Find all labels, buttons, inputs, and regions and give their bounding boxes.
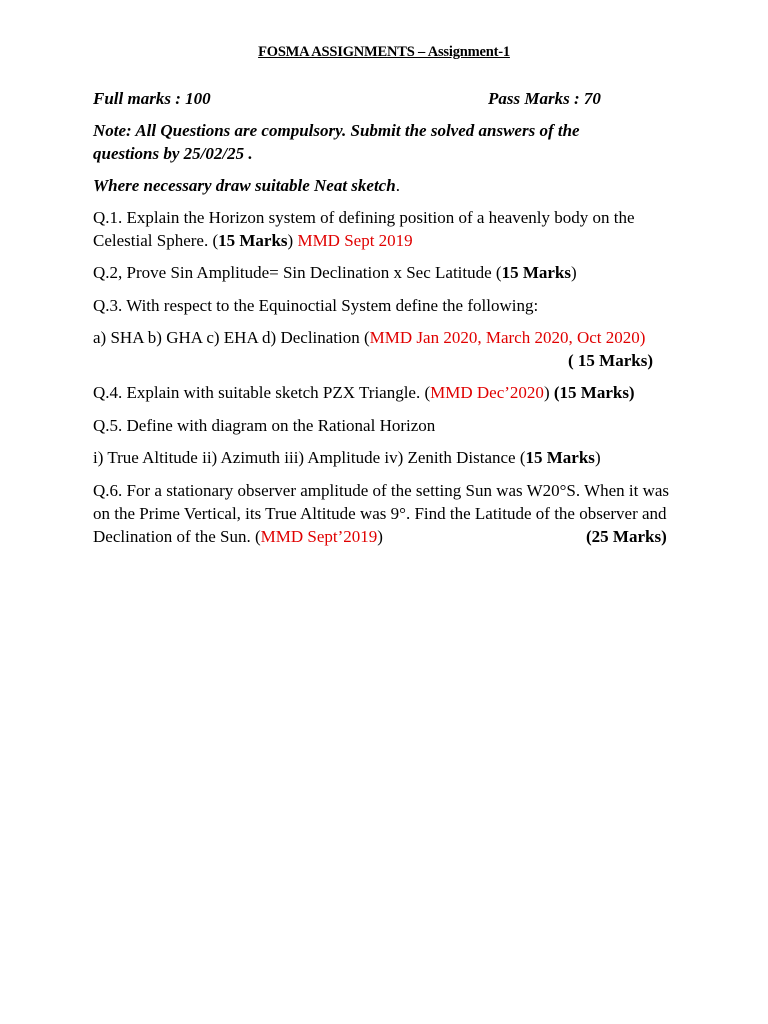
question-4-marks: (15 Marks) [553, 383, 635, 402]
question-6-marks: (25 Marks) [586, 527, 667, 546]
question-2-close: ) [571, 263, 577, 282]
question-4-close: ) [543, 383, 554, 402]
question-3-marks: ( 15 Marks) [568, 351, 653, 370]
question-5-marks: 15 Marks [525, 448, 595, 467]
question-5-parts [93, 446, 683, 469]
question-1 [93, 206, 683, 252]
question-6 [93, 479, 679, 548]
question-1-close: ) [287, 231, 298, 250]
question-2 [93, 261, 683, 284]
question-3-reference: MMD Jan 2020, March 2020, Oct 2020) [369, 328, 646, 347]
question-4-text: Q.4. Explain with suitable sketch PZX Triangle. ( [93, 383, 431, 402]
sketch-instruction-period: . [395, 176, 400, 195]
question-1-marks: 15 Marks [218, 231, 288, 250]
marks-line [93, 87, 613, 110]
instruction-note: Note: All Questions are compulsory. Submit the solved answers of the questions by 25/02/25 . [93, 121, 580, 163]
question-5-close: ) [594, 448, 601, 467]
question-6-text: Q.6. For a stationary observer amplitude of the setting Sun was W20°S. When it was on the Prime Vertical, its True Altitude was 9°. Find the Latitude of the observer and Declination of the Sun. ( [93, 481, 670, 546]
question-3: Q.3. With respect to the Equinoctial System define the following: [93, 296, 539, 315]
question-5: Q.5. Define with diagram on the Rational Horizon [93, 416, 436, 435]
full-marks: Full marks : 100 [93, 89, 211, 108]
question-6-close: ) [377, 527, 383, 546]
question-5-parts-text: i) True Altitude ii) Azimuth iii) Amplitude iv) Zenith Distance ( [93, 448, 526, 467]
question-1-reference: MMD Sept 2019 [297, 231, 413, 250]
question-1-text: Q.1. Explain the Horizon system of defining position of a heavenly body on the Celestial Sphere. ( [93, 208, 635, 250]
sketch-instruction-text: Where necessary draw suitable Neat sketch [93, 176, 396, 195]
document-title: FOSMA ASSIGNMENTS – Assignment-1 [258, 44, 510, 60]
pass-marks: Pass Marks : 70 [488, 89, 601, 108]
question-2-marks: 15 Marks [501, 263, 571, 282]
sketch-instruction [93, 174, 400, 197]
question-4-reference: MMD Dec’2020 [430, 383, 544, 402]
question-3-parts-text: a) SHA b) GHA c) EHA d) Declination ( [93, 328, 370, 347]
question-4 [93, 381, 683, 404]
question-2-text: Q.2, Prove Sin Amplitude= Sin Declination x Sec Latitude ( [93, 263, 502, 282]
question-3-parts [93, 326, 663, 370]
question-6-reference: MMD Sept’2019 [260, 527, 378, 546]
